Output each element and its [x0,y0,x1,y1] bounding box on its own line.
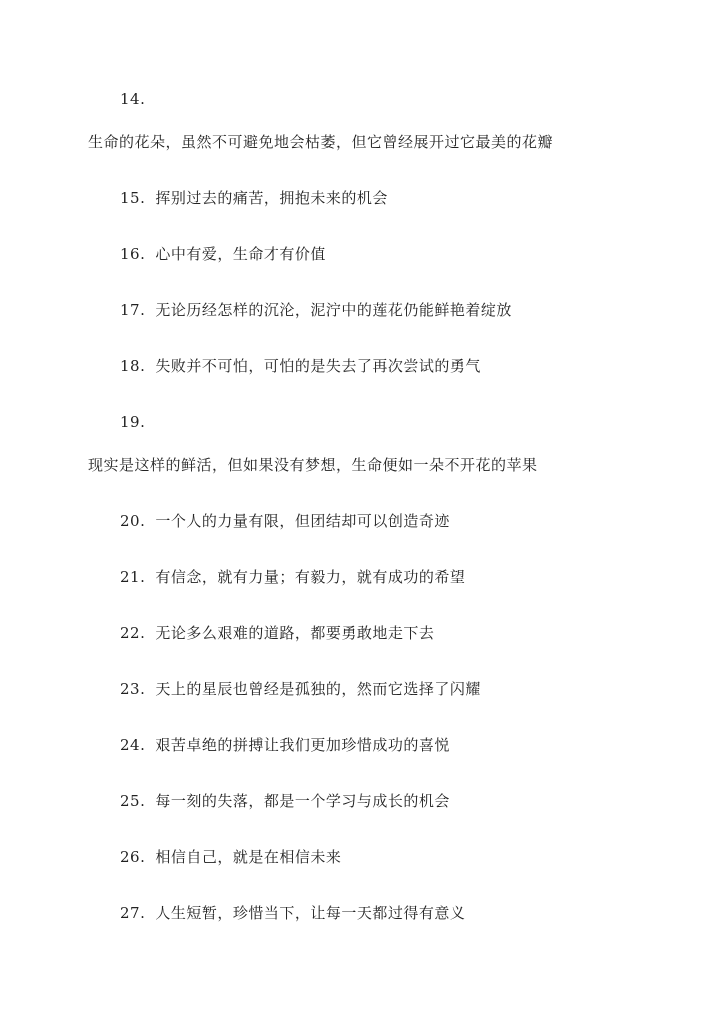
list-item-text: 挥别过去的痛苦，拥抱未来的机会 [155,189,388,207]
list-item-number: 20. [120,512,146,530]
list-item-text: 艰苦卓绝的拼搏让我们更加珍惜成功的喜悦 [155,736,450,754]
list-item [120,903,465,923]
list-item [120,356,481,376]
list-item [120,847,341,867]
list-item [120,567,465,587]
list-item-text: 相信自己，就是在相信未来 [155,848,342,866]
list-item [120,188,388,208]
list-item-number: 16. [120,245,146,263]
list-item [120,679,481,699]
list-item-text: 无论多么艰难的道路，都要勇敢地走下去 [155,624,435,642]
list-item-number: 17. [120,301,146,319]
list-item-text: 人生短暂，珍惜当下，让每一天都过得有意义 [155,904,466,922]
list-item-text: 一个人的力量有限，但团结却可以创造奇迹 [155,512,450,530]
list-item [120,623,434,643]
list-item-number: 19. [120,413,146,431]
list-item-text: 天上的星辰也曾经是孤独的，然而它选择了闪耀 [155,680,481,698]
list-item-number: 23. [120,680,146,698]
list-item-text: 失败并不可怕，可怕的是失去了再次尝试的勇气 [155,357,481,375]
list-item-number: 14. [120,90,146,108]
list-item-number: 26. [120,848,146,866]
list-item-text: 生命的花朵，虽然不可避免地会枯萎，但它曾经展开过它最美的花瓣 [88,133,554,151]
list-item [120,735,450,755]
list-item-text: 每一刻的失落，都是一个学习与成长的机会 [155,792,450,810]
list-item-number: 22. [120,624,146,642]
list-item [120,791,450,811]
list-item [120,511,450,531]
list-item-number: 21. [120,568,146,586]
list-item-text: 心中有爱，生命才有价值 [155,245,326,263]
list-item-number: 15. [120,189,146,207]
list-item [120,244,326,264]
list-item-number: 25. [120,792,146,810]
list-item [120,300,512,320]
list-item-number: 24. [120,736,146,754]
list-item-number: 18. [120,357,146,375]
list-item-text: 无论历经怎样的沉沦，泥泞中的莲花仍能鲜艳着绽放 [155,301,512,319]
list-item-number: 27. [120,904,146,922]
list-item-text: 有信念，就有力量；有毅力，就有成功的希望 [155,568,466,586]
list-item-text: 现实是这样的鲜活，但如果没有梦想，生命便如一朵不开花的苹果 [88,456,538,474]
